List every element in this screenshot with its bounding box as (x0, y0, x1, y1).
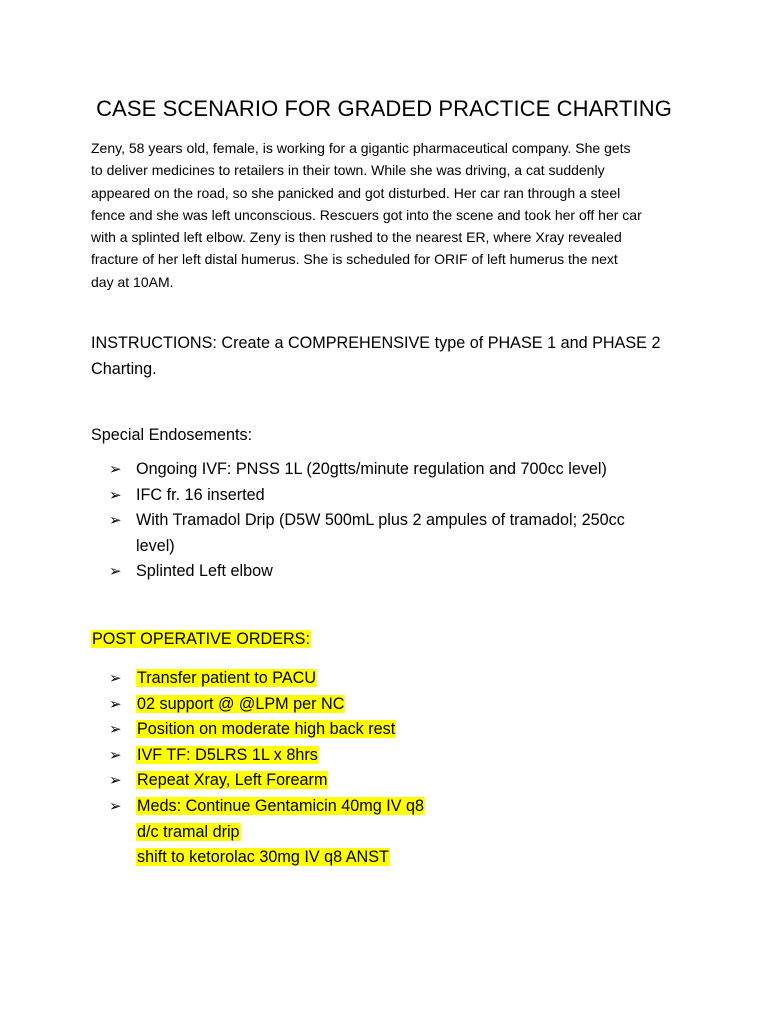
list-item-line (136, 666, 709, 692)
list-item-line: Splinted Left elbow (136, 562, 273, 581)
scenario-line: to deliver medicines to retailers in their town. While she was driving, a cat suddenly (91, 162, 605, 179)
post-operative-orders-label: POST OPERATIVE ORDERS: (92, 630, 310, 648)
case-scenario-paragraph (91, 137, 681, 293)
list-item-line (136, 743, 709, 769)
list-item (109, 483, 709, 509)
list-item-line (136, 845, 709, 871)
post-operative-orders-list (109, 666, 709, 871)
special-endorsements-heading: Special Endosements: (91, 426, 253, 444)
highlighted-text: Repeat Xray, Left Forearm (137, 771, 328, 790)
arrow-bullet-icon: ➢ (109, 512, 122, 530)
list-item (109, 559, 709, 585)
special-endorsements-list (109, 457, 709, 585)
instructions-line: Charting. (91, 359, 157, 378)
arrow-bullet-icon: ➢ (109, 721, 122, 739)
instructions-paragraph (91, 331, 691, 382)
list-item (109, 692, 709, 718)
scenario-line: with a splinted left elbow. Zeny is then rushed to the nearest ER, where Xray revealed (91, 229, 622, 246)
list-item-line (136, 717, 709, 743)
list-item-line (136, 692, 709, 718)
list-item (109, 717, 709, 743)
list-item (109, 666, 709, 692)
highlighted-text: IVF TF: D5LRS 1L x 8hrs (137, 745, 318, 764)
list-item-line: With Tramadol Drip (D5W 500mL plus 2 ampules of tramadol; 250cc (136, 511, 625, 530)
arrow-bullet-icon: ➢ (109, 772, 122, 790)
arrow-bullet-icon: ➢ (109, 486, 122, 504)
list-item-line: IFC fr. 16 inserted (136, 485, 265, 504)
instructions-line: INSTRUCTIONS: Create a COMPREHENSIVE type of PHASE 1 and PHASE 2 (91, 334, 661, 352)
scenario-line: fracture of her left distal humerus. She is scheduled for ORIF of left humerus the next (91, 251, 618, 268)
list-item (109, 768, 709, 794)
highlighted-text: Position on moderate high back rest (137, 720, 396, 739)
scenario-line: fence and she was left unconscious. Rescuers got into the scene and took her off her car (91, 206, 642, 223)
highlighted-text: shift to ketorolac 30mg IV q8 ANST (137, 848, 389, 867)
scenario-line: day at 10AM. (91, 273, 174, 290)
scenario-line: Zeny, 58 years old, female, is working for a gigantic pharmaceutical company. She gets (91, 140, 631, 156)
list-item (109, 457, 709, 483)
post-operative-orders-heading (91, 627, 311, 652)
list-item (109, 743, 709, 769)
arrow-bullet-icon: ➢ (109, 746, 122, 764)
highlighted-text: d/c tramal drip (137, 822, 240, 841)
highlighted-text: 02 support @ @LPM per NC (137, 694, 345, 713)
list-item (109, 794, 709, 871)
arrow-bullet-icon: ➢ (109, 461, 122, 478)
arrow-bullet-icon: ➢ (109, 670, 122, 687)
arrow-bullet-icon: ➢ (109, 797, 122, 815)
list-item (109, 508, 709, 559)
scenario-line: appeared on the road, so she panicked and got disturbed. Her car ran through a steel (91, 184, 621, 201)
highlighted-text: Transfer patient to PACU (137, 669, 317, 687)
list-item-line (136, 794, 709, 820)
page-title: CASE SCENARIO FOR GRADED PRACTICE CHARTING (96, 96, 672, 121)
list-item-line (136, 768, 709, 794)
arrow-bullet-icon: ➢ (109, 695, 122, 713)
list-item-line (136, 820, 709, 846)
highlighted-text: Meds: Continue Gentamicin 40mg IV q8 (137, 796, 425, 815)
list-item-line: Ongoing IVF: PNSS 1L (20gtts/minute regulation and 700cc level) (136, 460, 607, 478)
arrow-bullet-icon: ➢ (109, 563, 122, 581)
list-item-line: level) (136, 536, 175, 555)
